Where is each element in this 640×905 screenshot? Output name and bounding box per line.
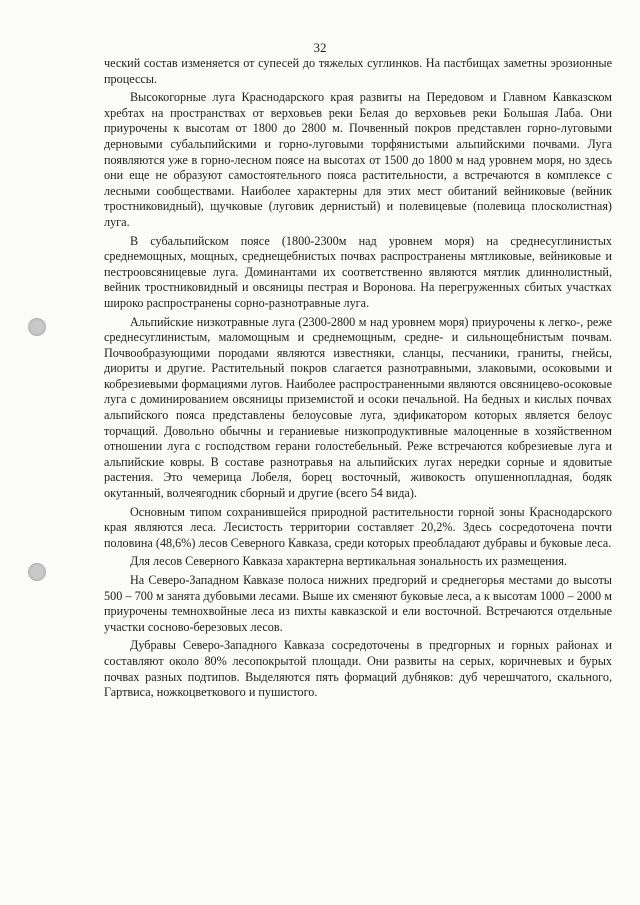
document-body: [104, 56, 612, 704]
paragraph: В субальпийском поясе (1800-2300м над уровнем моря) на среднесуглинистых среднемощных, мощных, среднещебнистых почвах распространены мятликовые, вейниковые и пестроовсяницевые луга. Доминантами их соответственно являются мятлик длиннолистный, вейник тростниковидный и овсяницы пестрая и Воронова. На перегруженных сбитых участках широко распространены сорно-разнотравные луга.: [104, 233, 612, 310]
paragraph: Основным типом сохранившейся природной растительности горной зоны Краснодарского края являются леса. Лесистость территории составляет 20,2%. Здесь сосредоточена почти половина (48,6%) лесов Северного Кавказа, среди которых преобладают дубравы и буковые леса.: [104, 504, 612, 550]
paragraph: ческий состав изменяется от супесей до тяжелых суглинков. На пастбищах заметны эрозионные процессы.: [104, 56, 612, 86]
paragraph: Альпийские низкотравные луга (2300-2800 м над уровнем моря) приурочены к легко-, реже среднесуглинистым, маломощным и среднемощным, средне- и сильнощебнистым почвам. Почвообразующими породами являются известняки, сланцы, песчаники, граниты, гнейсы, диориты и другие. Растительный покров слагается разнотравными, злаковыми, осоковыми и кобрезиевыми формациями лугов. Наиболее распространенными являются овсяницево-осоковые луга с доминированием овсяницы приземистой и осоки печальной. На бедных и кислых почвах альпийского пояса представлены белоусовые луга, эдификатором которых является белоус торчащий. Довольно обычны и гераниевые низкопродуктивные малоценные в хозяйственном отношении луга с господством герани голостебельный. Реже встречаются кобрезиевые луга и альпийские ковры. В составе разнотравья на альпийских лугах нередки сорные и ядовитые растения. Это чемерица Лобеля, борец восточный, живокость опушеннопладная, бодяк окутанный, волчеягодник сборный и другие (всего 54 вида).: [104, 314, 612, 501]
paragraph: На Северо-Западном Кавказе полоса нижних предгорий и среднегорья местами до высоты 500 – 700 м занята дубовыми лесами. Выше их сменяют буковые леса, а к высотам 1000 – 2000 м приурочены темнохвойные леса из пихты кавказской и ели восточной. Встречаются отдельные участки сосново-березовых лесов.: [104, 573, 612, 634]
paragraph: Дубравы Северо-Западного Кавказа сосредоточены в предгорных и горных районах и составляют около 80% лесопокрытой площади. Они развиты на серых, коричневых и бурых почвах разных подтипов. Выделяются пять формаций дубняков: дуб черешчатого, скального, Гартвиса, ножкоцветкового и пушистого.: [104, 638, 612, 700]
paragraph: Для лесов Северного Кавказа характерна вертикальная зональность их размещения.: [130, 554, 567, 569]
paragraph: Высокогорные луга Краснодарского края развиты на Передовом и Главном Кавказском хребтах на пространствах от верховьев реки Белая до верховьев реки Большая Лаба. Они приурочены к высотам от 1800 до 2800 м. Почвенный покров представлен горно-луговыми дерновыми субальпийскими и горно-луговыми торфянистыми альпийскими почвами. Луга появляются уже в горно-лесном поясе на высотах от 1500 до 1800 м над уровнем моря, но здесь они еще не образуют самостоятельного пояса растительности, а встречаются в комплексе с лесными сообществами. Наиболее характерны для этих мест обитаний вейниковые (вейник тростниковидный), щучковые (луговик дернистый) и полевицевые (полевица плосколистная) луга.: [104, 90, 612, 229]
punch-hole: [28, 563, 46, 581]
page-number: 32: [313, 40, 327, 55]
punch-hole: [28, 318, 46, 336]
